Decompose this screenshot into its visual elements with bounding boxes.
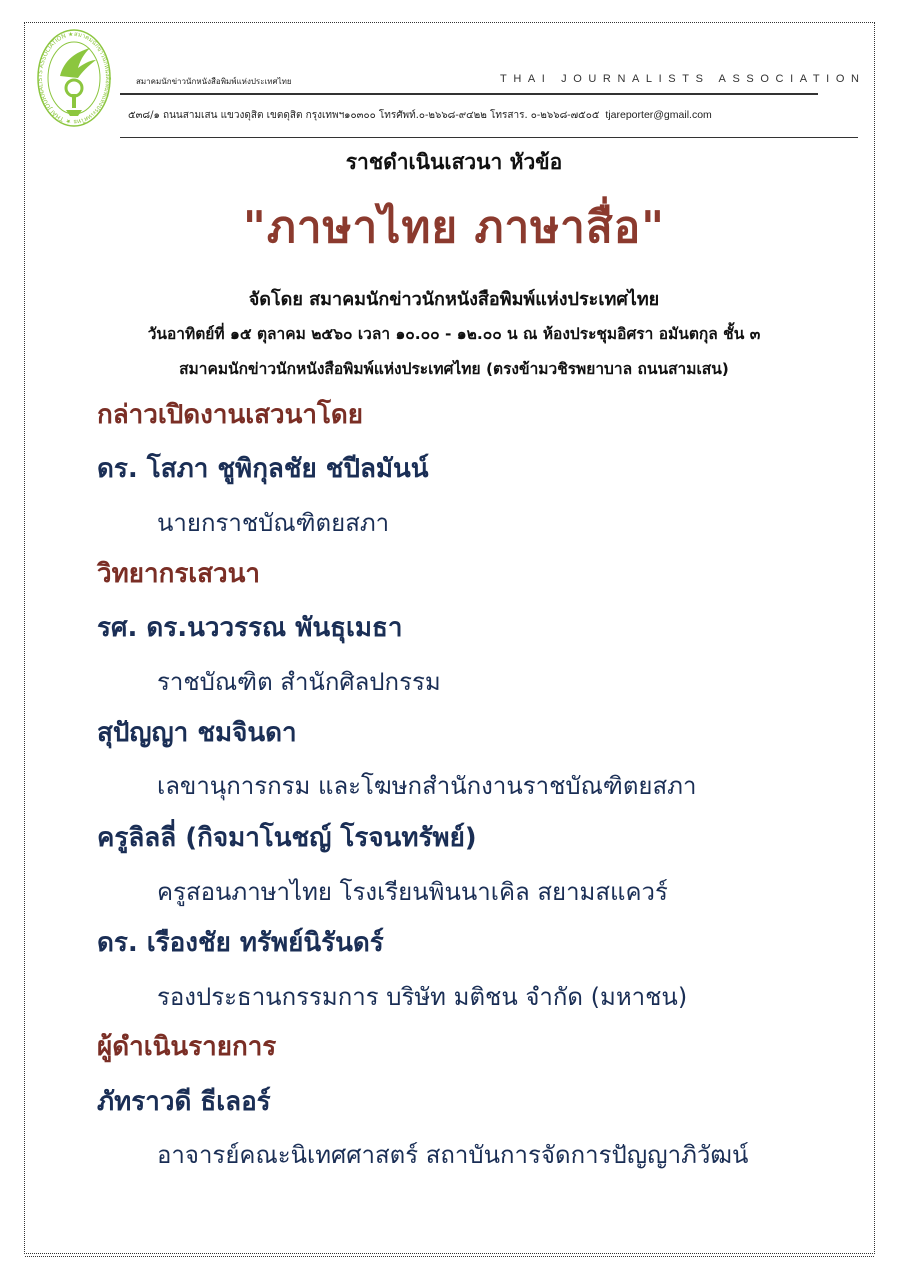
- panel-speaker-name: รศ. ดร.นววรรณ พันธุเมธา: [97, 613, 403, 643]
- address-text: ๕๓๘/๑ ถนนสามเสน แขวงดุสิต เขตดุสิต กรุงเทพฯ๑๐๓๐๐ โทรศัพท์.๐-๒๖๖๘-๙๔๒๒ โทรสาร. ๐-๒๖๖๘-๗๕๐๕: [128, 110, 600, 121]
- panel-speaker-title: รองประธานกรรมการ บริษัท มติชน จำกัด (มหาชน): [157, 983, 688, 1011]
- moderator-heading: ผู้ดำเนินรายการ: [97, 1032, 277, 1062]
- event-title: "ภาษาไทย ภาษาสื่อ": [242, 202, 666, 253]
- opening-speaker-title: นายกราชบัณฑิตยสภา: [157, 509, 390, 537]
- panel-speaker-title: ครูสอนภาษาไทย โรงเรียนพินนาเคิล สยามสแควร์: [157, 878, 668, 906]
- association-address: [128, 108, 712, 123]
- panel-speaker-name: สุปัญญา ชมจินดา: [97, 718, 297, 748]
- event-venue: สมาคมนักข่าวนักหนังสือพิมพ์แห่งประเทศไทย (ตรงข้ามวชิรพยาบาล ถนนสามเสน): [179, 360, 729, 378]
- logo-ring-text: สมาคมนักข่าวนักหนังสือพิมพ์แห่งประเทศไทย ★ THAI JOURNALISTS ASSOCIATION ★: [36, 30, 111, 126]
- moderator-name: ภัทราวดี ธีเลอร์: [97, 1087, 271, 1117]
- event-datetime: วันอาทิตย์ที่ ๑๕ ตุลาคม ๒๕๖๐ เวลา ๑๐.๐๐ - ๑๒.๐๐ น ณ ห้องประชุมอิศรา อมันตกุล ชั้น ๓: [147, 325, 761, 343]
- moderator-title: อาจารย์คณะนิเทศศาสตร์ สถาบันการจัดการปัญญาภิวัฒน์: [157, 1141, 749, 1169]
- panel-speaker-name: ครูลิลลี่ (กิจมาโนชญ์ โรจนทรัพย์): [97, 823, 477, 853]
- email-link[interactable]: tjareporter@gmail.com: [605, 109, 712, 121]
- association-name-english: THAI JOURNALISTS ASSOCIATION: [500, 73, 866, 85]
- opening-heading: กล่าวเปิดงานเสวนาโดย: [97, 400, 364, 430]
- header-divider-lower: [120, 137, 858, 138]
- panel-speaker-title: ราชบัณฑิต สำนักศิลปกรรม: [157, 668, 441, 696]
- header-divider: [120, 93, 818, 95]
- panel-speaker-title: เลขานุการกรม และโฆษกสำนักงานราชบัณฑิตยสภา: [157, 772, 697, 800]
- association-logo: [34, 26, 114, 138]
- association-name-thai: สมาคมนักข่าวนักหนังสือพิมพ์แห่งประเทศไทย: [136, 77, 292, 86]
- event-organizer: จัดโดย สมาคมนักข่าวนักหนังสือพิมพ์แห่งประเทศไทย: [248, 289, 660, 310]
- event-intro: ราชดำเนินเสวนา หัวข้อ: [345, 150, 563, 174]
- panel-speaker-name: ดร. เรืองชัย ทรัพย์นิรันดร์: [97, 928, 384, 958]
- opening-speaker-name: ดร. โสภา ชูพิกุลชัย ชปีลมันน์: [97, 454, 429, 484]
- panel-heading: วิทยากรเสวนา: [97, 559, 261, 589]
